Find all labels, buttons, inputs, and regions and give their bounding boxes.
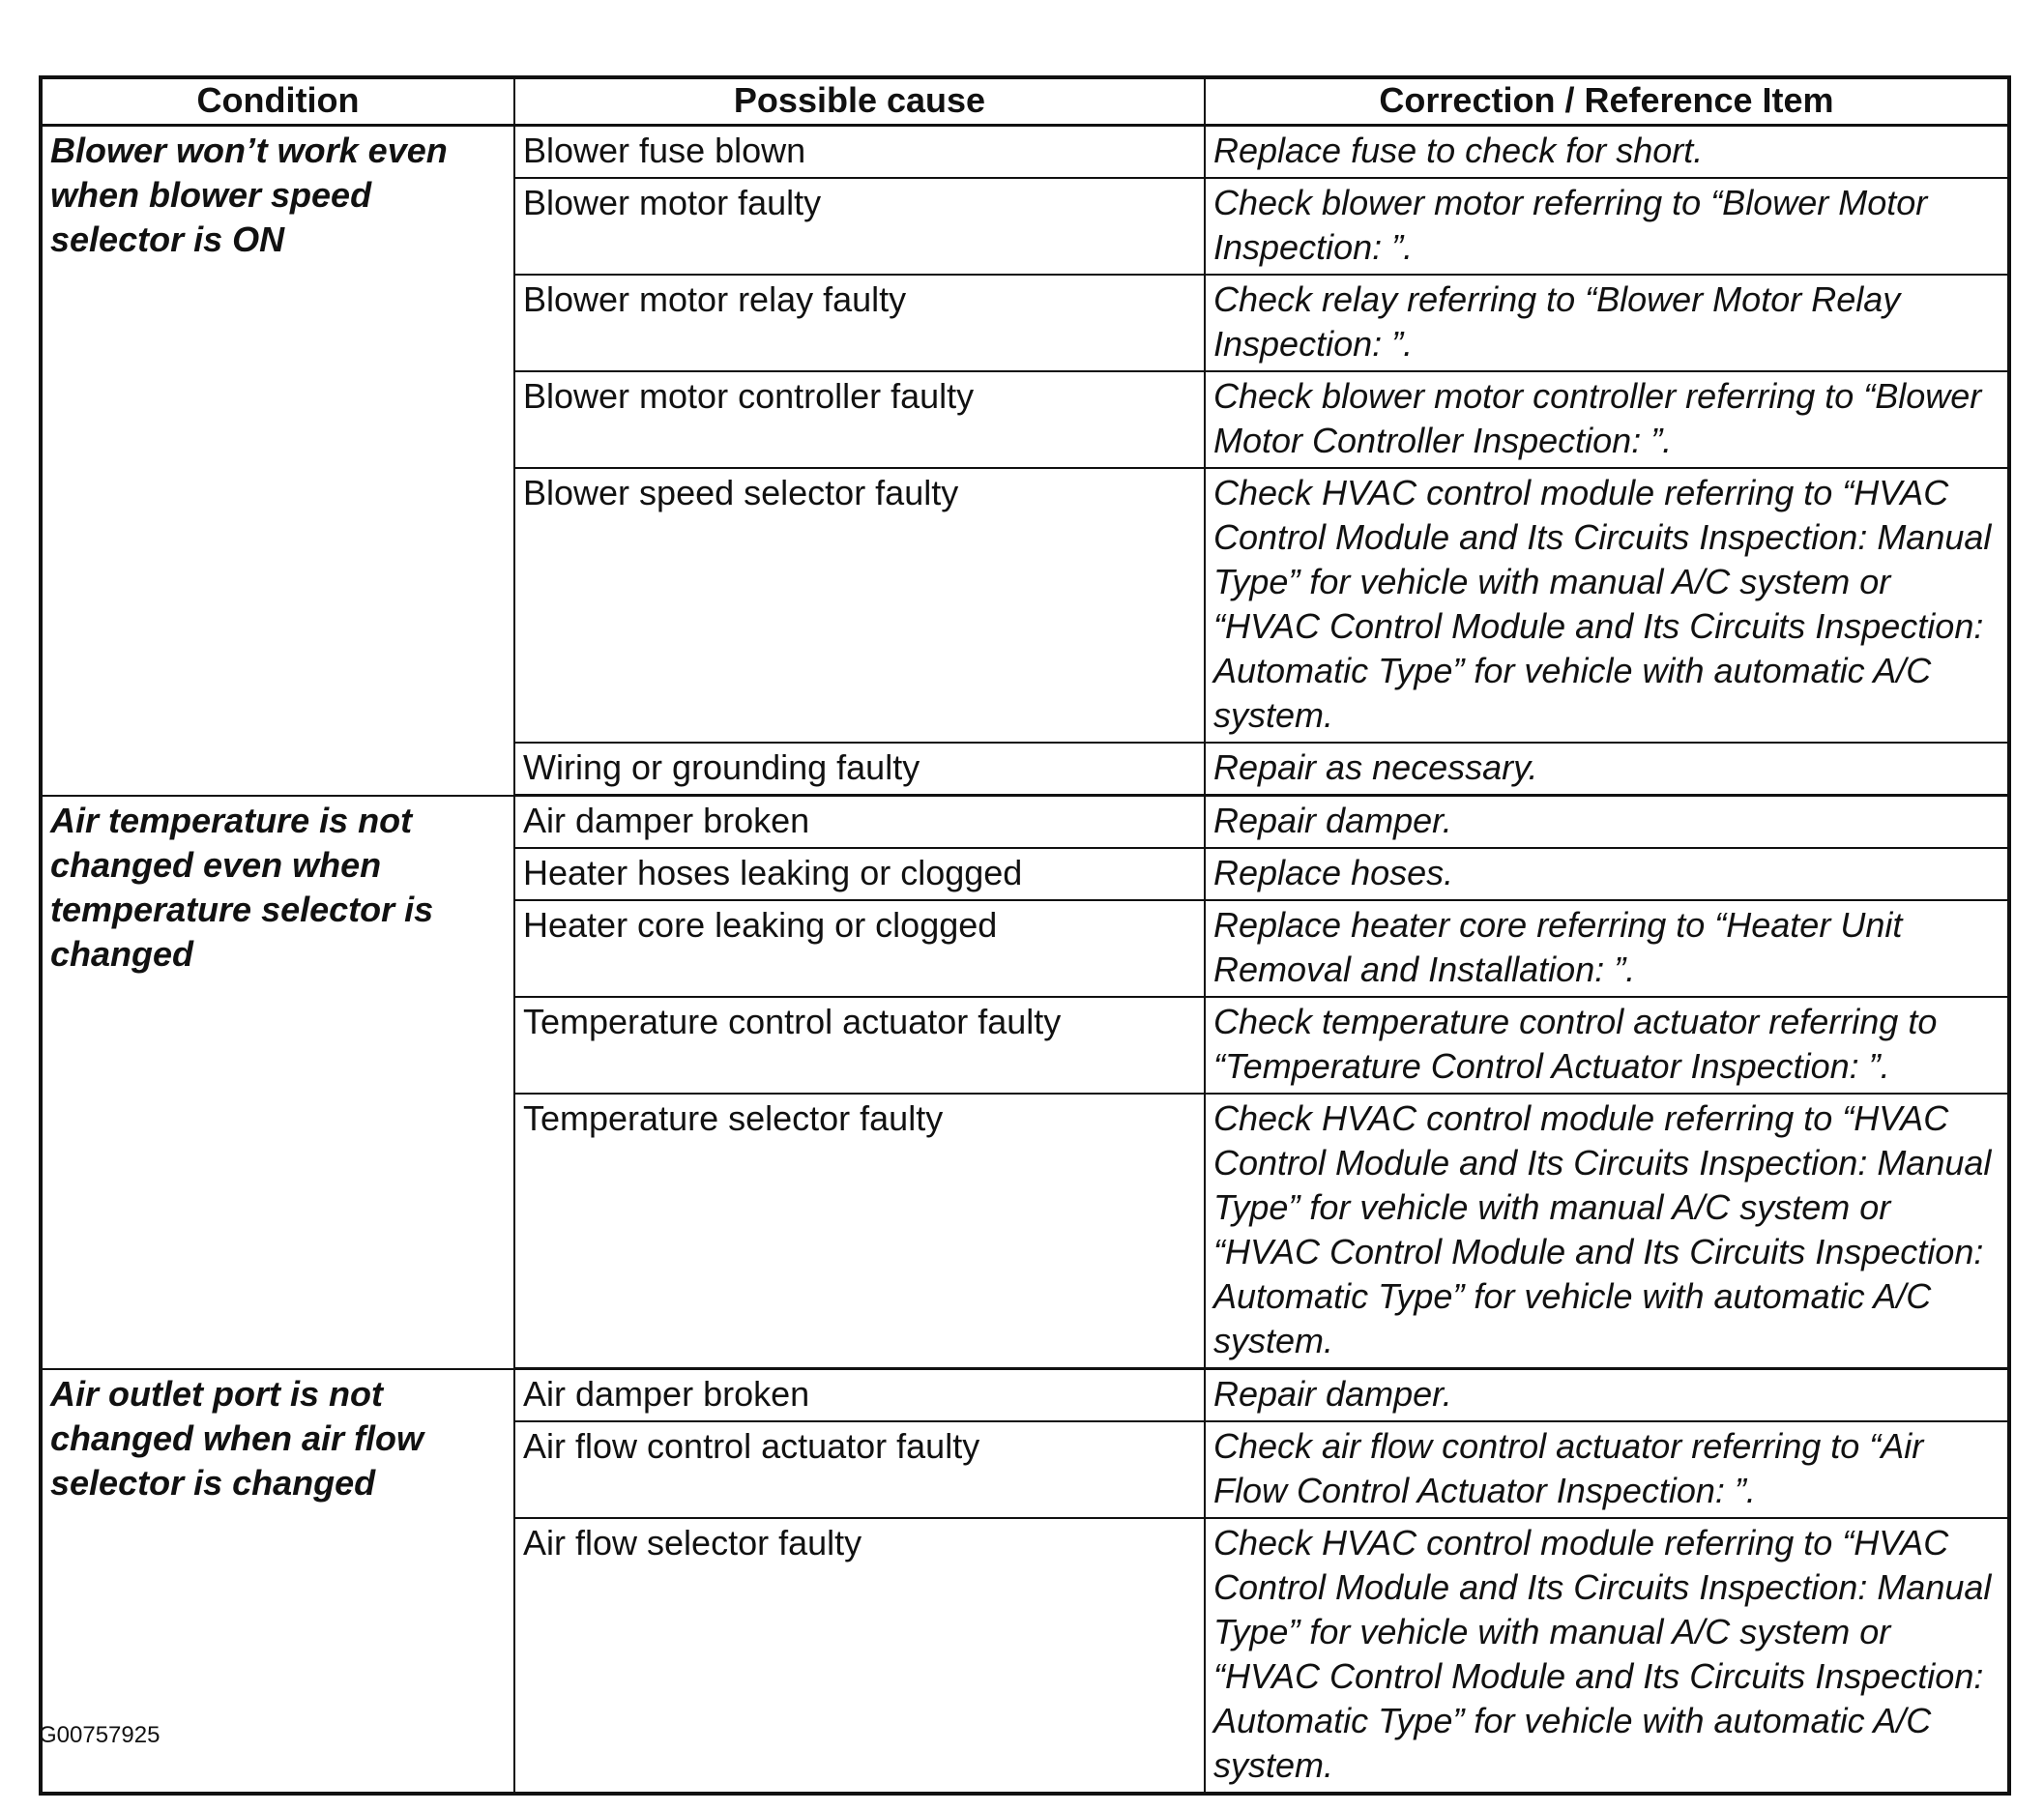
correction-cell: Check blower motor referring to “Blower Motor Inspection: ”. xyxy=(1205,178,2009,275)
cause-cell: Air damper broken xyxy=(514,796,1205,849)
header-correction: Correction / Reference Item xyxy=(1205,77,2009,126)
cause-cell: Heater core leaking or clogged xyxy=(514,900,1205,997)
cause-cell: Air damper broken xyxy=(514,1369,1205,1422)
correction-cell: Repair as necessary. xyxy=(1205,743,2009,796)
correction-cell: Check relay referring to “Blower Motor Relay Inspection: ”. xyxy=(1205,275,2009,371)
correction-cell: Check blower motor controller referring to “Blower Motor Controller Inspection: ”. xyxy=(1205,371,2009,468)
header-row xyxy=(41,77,2009,126)
correction-cell: Repair damper. xyxy=(1205,1369,2009,1422)
cause-cell: Wiring or grounding faulty xyxy=(514,743,1205,796)
cause-cell: Blower fuse blown xyxy=(514,126,1205,179)
correction-cell: Check HVAC control module referring to “HVAC Control Module and Its Circuits Inspection: Manual Type” for vehicle with manual A/C system or “HVAC Control Module and Its Circuits Inspection: Automatic Type” for vehicle with automatic A/C system. xyxy=(1205,1094,2009,1369)
cause-cell: Temperature selector faulty xyxy=(514,1094,1205,1369)
correction-cell: Replace fuse to check for short. xyxy=(1205,126,2009,179)
figure-id: G00757925 xyxy=(39,1722,161,1748)
cause-cell: Temperature control actuator faulty xyxy=(514,997,1205,1094)
correction-cell: Replace hoses. xyxy=(1205,848,2009,900)
correction-cell: Replace heater core referring to “Heater Unit Removal and Installation: ”. xyxy=(1205,900,2009,997)
correction-cell: Repair damper. xyxy=(1205,796,2009,849)
condition-cell: Blower won’t work even when blower speed selector is ON xyxy=(41,126,514,796)
table-row xyxy=(41,1369,2009,1422)
cause-cell: Blower speed selector faulty xyxy=(514,468,1205,743)
header-condition: Condition xyxy=(41,77,514,126)
troubleshooting-table xyxy=(39,75,2011,1796)
cause-cell: Air flow selector faulty xyxy=(514,1518,1205,1794)
header-possible-cause: Possible cause xyxy=(514,77,1205,126)
cause-cell: Air flow control actuator faulty xyxy=(514,1421,1205,1518)
troubleshooting-table-container xyxy=(39,75,2007,1796)
correction-cell: Check air flow control actuator referring to “Air Flow Control Actuator Inspection: ”. xyxy=(1205,1421,2009,1518)
condition-cell: Air outlet port is not changed when air flow selector is changed xyxy=(41,1369,514,1795)
table-row xyxy=(41,796,2009,849)
cause-cell: Blower motor faulty xyxy=(514,178,1205,275)
correction-cell: Check HVAC control module referring to “HVAC Control Module and Its Circuits Inspection: Manual Type” for vehicle with manual A/C system or “HVAC Control Module and Its Circuits Inspection: Automatic Type” for vehicle with automatic A/C system. xyxy=(1205,468,2009,743)
cause-cell: Heater hoses leaking or clogged xyxy=(514,848,1205,900)
condition-cell: Air temperature is not changed even when temperature selector is changed xyxy=(41,796,514,1369)
cause-cell: Blower motor relay faulty xyxy=(514,275,1205,371)
table-row xyxy=(41,126,2009,179)
correction-cell: Check HVAC control module referring to “HVAC Control Module and Its Circuits Inspection: Manual Type” for vehicle with manual A/C system or “HVAC Control Module and Its Circuits Inspection: Automatic Type” for vehicle with automatic A/C system. xyxy=(1205,1518,2009,1794)
cause-cell: Blower motor controller faulty xyxy=(514,371,1205,468)
correction-cell: Check temperature control actuator referring to “Temperature Control Actuator Inspection: ”. xyxy=(1205,997,2009,1094)
